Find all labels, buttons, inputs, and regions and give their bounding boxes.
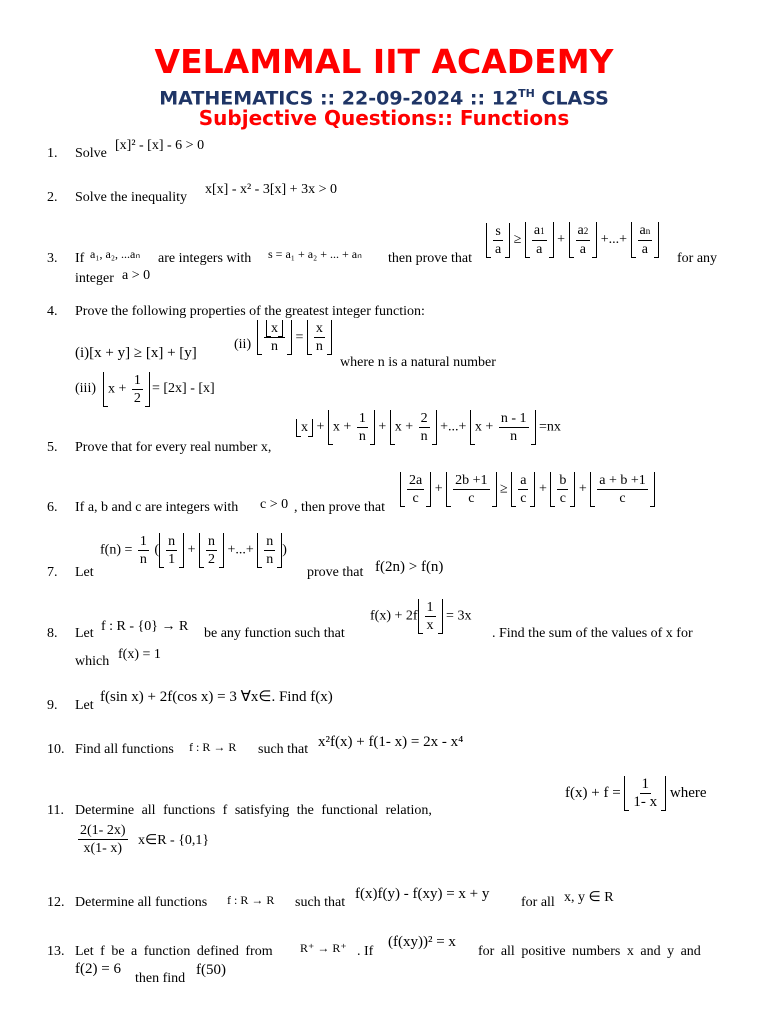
question-text: Determine all functions	[75, 895, 208, 910]
equation-tail: where	[669, 784, 707, 801]
function-mapping: f : R → R	[227, 893, 275, 907]
question-text: Let	[75, 698, 94, 713]
inequality-expression: [x]² - [x] - 6 > 0	[115, 138, 205, 153]
property-iii-rhs: = [2x] - [x]	[152, 381, 215, 396]
functional-equation: f(sin x) + 2f(cos x) = 3 ∀x∈. Find f(x)	[100, 689, 333, 705]
question-text: such that	[258, 742, 309, 757]
question-number: 13.	[47, 944, 65, 959]
question-text: prove that	[307, 565, 364, 580]
function-mapping: R⁺ → R⁺	[300, 941, 347, 955]
subtitle-end: CLASS	[534, 87, 609, 110]
question-text: Solve the inequality	[75, 190, 187, 205]
property-i: (i)[x + y] ≥ [x] + [y]	[75, 345, 197, 361]
function-mapping: f : R → R	[189, 740, 237, 754]
question-text: Prove that for every real number x,	[75, 440, 272, 455]
floor-fraction-inequality: $\frac{2a}{c}$ + $\frac{2b +1}{c}$ ≥ $\frac{a}{c}$ + $\frac{b}{c}$ + $\frac{a + b +1}{c}$	[400, 472, 655, 507]
question-text: Solve	[75, 146, 107, 161]
question-number: 9.	[47, 698, 58, 713]
domain-condition: x∈R - {0,1}	[138, 833, 210, 848]
question-number: 6.	[47, 500, 58, 515]
functional-equation-lhs: f(x) + f	[565, 784, 609, 801]
question-number: 7.	[47, 565, 58, 580]
question-text: for any	[677, 251, 718, 266]
property-ii-expression: $\frac{x}{n}$ = $\frac{x}{n}$	[257, 320, 332, 355]
property-iii-lhs: x + $\frac{1}{2}$	[103, 372, 150, 407]
question-number: 12.	[47, 895, 65, 910]
functional-equation: f(x) + 2f $\frac{1}{x}$ = 3x	[370, 600, 472, 633]
floor-sum-inequality: $\frac{s}{a}$ ≥ $\frac{a1}{a}$ + $\frac{a2}{a}$ +...+ $\frac{an}{a}$	[486, 222, 659, 258]
identity-rhs: =nx	[539, 419, 561, 435]
functional-equation-rhs: = 3x	[446, 608, 472, 624]
function-mapping: f : R - {0} → R	[101, 619, 189, 634]
property-ii-note: where n is a natural number	[340, 355, 496, 370]
functional-equation-lhs: f(x) + 2f	[370, 608, 418, 624]
question-number: 1.	[47, 146, 58, 161]
property-ii-label: (ii)	[234, 337, 252, 352]
initial-condition: f(2) = 6	[75, 961, 121, 977]
sum-condition: s = a₁ + a₂ + ... + aₙ	[268, 247, 362, 261]
question-number: 11.	[47, 803, 64, 818]
question-number: 5.	[47, 440, 58, 455]
hermite-identity: x + x + $\frac{1}{n}$ + x + $\frac{2}{n}$ +...+ x + $\frac{n - 1}{n}$ =nx	[296, 410, 561, 445]
academy-title: VELAMMAL IIT ACADEMY	[154, 42, 614, 81]
question-text: integer	[75, 271, 114, 286]
section-title: Subjective Questions:: Functions	[198, 106, 570, 130]
question-text: for all positive numbers x and y and	[478, 944, 701, 959]
inequality-expression: x[x] - x² - 3[x] + 3x > 0	[205, 182, 337, 197]
question-text: then prove that	[388, 251, 472, 266]
property-iii-label: (iii)	[75, 381, 96, 396]
subtitle-main: MATHEMATICS :: 22-09-2024 :: 12	[159, 87, 519, 110]
value-condition: f(x) = 1	[118, 647, 161, 662]
question-text: Let f be a function defined from	[75, 944, 273, 959]
functional-equation: x²f(x) + f(1- x) = 2x - x⁴	[318, 734, 464, 750]
right-side-fraction: $\frac{2(1- 2x)}{x(1- x)}$	[80, 823, 126, 856]
conclusion-inequality: f(2n) > f(n)	[375, 559, 444, 575]
question-text: are integers with	[158, 251, 252, 266]
question-number: 10.	[47, 742, 65, 757]
question-number: 4.	[47, 304, 58, 319]
question-text: Determine all functions f satisfying the functional relation,	[75, 803, 432, 818]
question-text: , then prove that	[294, 500, 385, 515]
question-text: . Find the sum of the values of x for	[492, 626, 693, 641]
positive-c-condition: c > 0	[260, 497, 289, 512]
question-number: 3.	[47, 251, 58, 266]
domain-condition: x, y ∈ R	[564, 890, 614, 905]
question-text: Find all functions	[75, 742, 174, 757]
target-value: f(50)	[196, 962, 226, 978]
question-text: Let	[75, 626, 94, 641]
question-text: then find	[135, 971, 186, 986]
question-text: If a, b and c are integers with	[75, 500, 239, 515]
question-text: . If	[357, 944, 374, 959]
question-text: for all	[521, 895, 555, 910]
question-text: such that	[295, 895, 346, 910]
question-text: Prove the following properties of the greatest integer function:	[75, 304, 425, 319]
functional-equation: (f(xy))² = x	[388, 934, 456, 950]
question-text-if: If	[75, 251, 85, 266]
functional-equation: f(x) + f = $\frac{1}{1- x}$ where	[565, 776, 707, 810]
functional-equation: f(x)f(y) - f(xy) = x + y	[355, 886, 490, 902]
integer-variables: a₁, a₂, ...aₙ	[90, 247, 141, 261]
positive-condition: a > 0	[122, 268, 151, 283]
function-definition: f(n) = $\frac{1}{n}$ ( $\frac{n}{1}$ + $\frac{n}{2}$ +...+ $\frac{n}{n}$ )	[100, 534, 287, 567]
question-text: be any function such that	[204, 626, 345, 641]
question-text: Let	[75, 565, 94, 580]
question-number: 8.	[47, 626, 58, 641]
question-text: which	[75, 654, 110, 669]
question-number: 2.	[47, 190, 58, 205]
subtitle-sup: TH	[518, 87, 535, 100]
